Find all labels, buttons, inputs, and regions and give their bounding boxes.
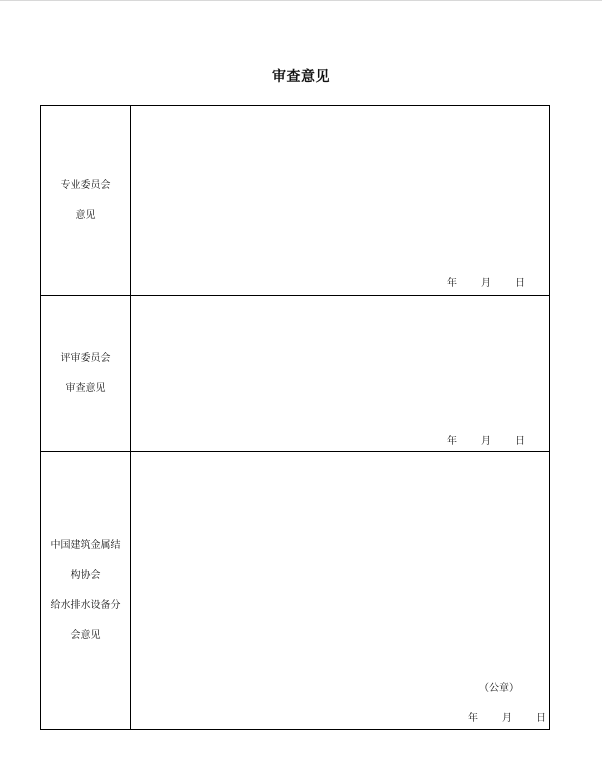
date-month-label: 月	[481, 278, 491, 289]
date-year-label: 年	[447, 436, 457, 447]
date-year-label: 年	[447, 278, 457, 289]
date-year-label: 年	[468, 713, 478, 724]
review-opinion-table	[40, 105, 550, 730]
opinion-content-cell[interactable]	[131, 296, 549, 451]
date-day-label: 日	[515, 436, 525, 447]
date-line	[447, 432, 525, 447]
row-label-cell	[41, 106, 131, 295]
row-label-line: 评审委员会	[60, 352, 111, 364]
date-day-label: 日	[515, 278, 525, 289]
row-label-line: 会意见	[70, 629, 101, 641]
row-label-cell	[41, 452, 131, 729]
date-line	[447, 274, 525, 289]
official-seal-note: （公章）	[479, 683, 519, 694]
table-row-professional-committee	[41, 106, 549, 295]
row-label-line: 构协会	[70, 569, 101, 581]
row-label-line: 给水排水设备分	[50, 599, 121, 611]
page-title: 审查意见	[272, 69, 330, 85]
row-label-line: 专业委员会	[60, 179, 111, 191]
table-row-review-committee	[41, 295, 549, 451]
row-label-line: 审查意见	[65, 382, 106, 394]
date-month-label: 月	[502, 713, 512, 724]
opinion-content-cell[interactable]	[131, 106, 549, 295]
date-month-label: 月	[481, 436, 491, 447]
row-label-line: 意见	[75, 209, 96, 221]
top-border-line	[0, 0, 602, 1]
opinion-content-cell[interactable]	[131, 452, 549, 729]
row-label-line: 中国建筑金属结	[50, 539, 121, 551]
date-line	[468, 709, 546, 724]
row-label-cell	[41, 296, 131, 451]
date-day-label: 日	[536, 713, 546, 724]
table-row-association-branch	[41, 451, 549, 729]
